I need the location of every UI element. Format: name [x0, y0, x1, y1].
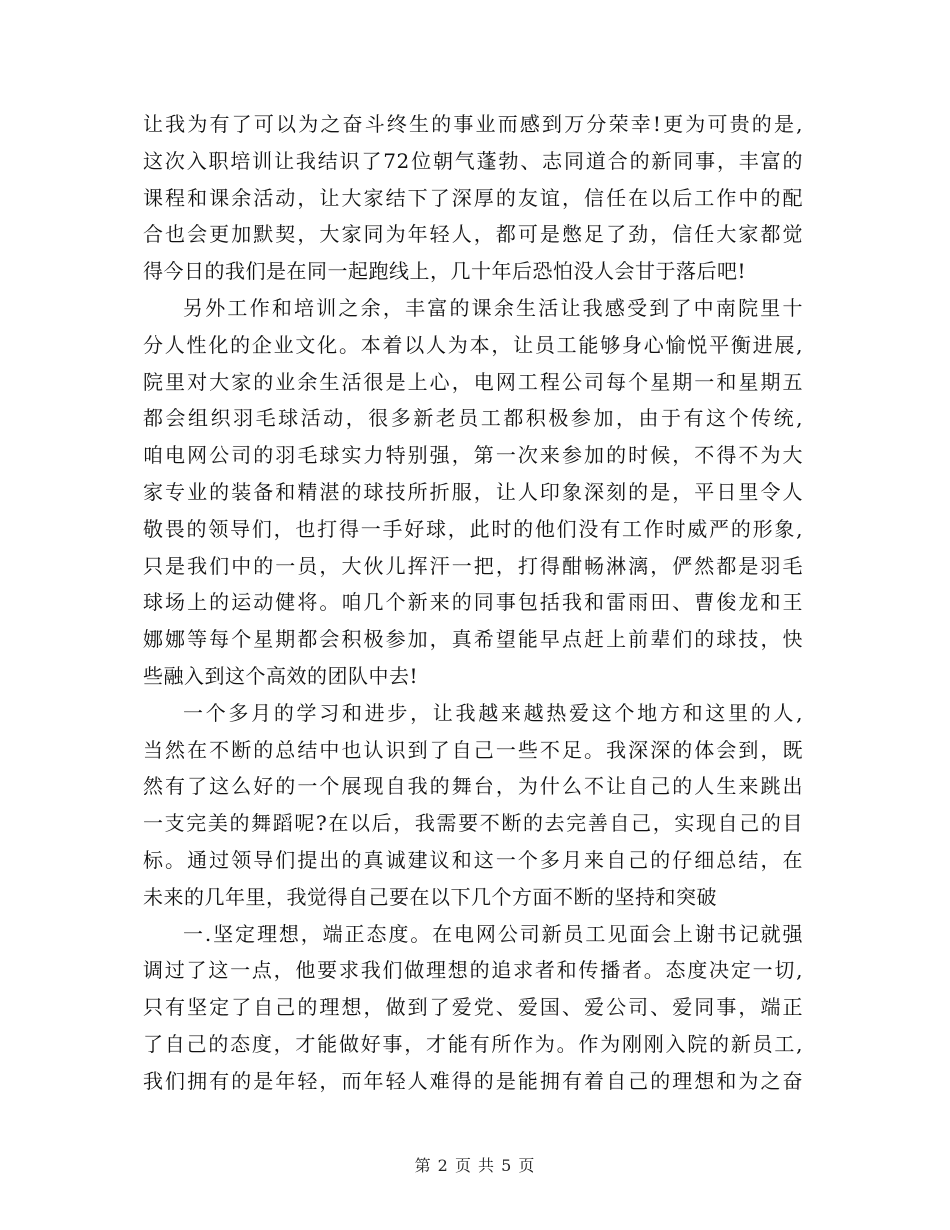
- text-line: 我们拥有的是年轻，而年轻人难得的是能拥有着自己的理想和为之奋: [143, 1068, 803, 1093]
- text-line: 院里对大家的业余生活很是上心，电网工程公司每个星期一和星期五: [143, 369, 803, 394]
- text-line: 咱电网公司的羽毛球实力特别强，第一次来参加的时候，不得不为大: [143, 443, 803, 468]
- text-line: 分人性化的企业文化。本着以人为本，让员工能够身心愉悦平衡进展,: [143, 332, 803, 357]
- text-line: 让我为有了可以为之奋斗终生的事业而感到万分荣幸!更为可贵的是,: [143, 112, 803, 136]
- text-line: 调过了这一点，他要求我们做理想的追求者和传播者。态度决定一切,: [143, 958, 803, 983]
- text-line: 一.坚定理想，端正态度。在电网公司新员工见面会上谢书记就强: [183, 921, 803, 946]
- text-line: 一个多月的学习和进步，让我越来越热爱这个地方和这里的人,: [183, 700, 803, 725]
- text-line: 家专业的装备和精湛的球技所折服，让人印象深刻的是，平日里令人: [143, 479, 803, 504]
- text-line: 然有了这么好的一个展现自我的舞台，为什么不让自己的人生来跳出: [143, 774, 803, 799]
- document-body: [143, 106, 803, 1100]
- text-line: 标。通过领导们提出的真诚建议和这一个多月来自己的仔细总结，在: [143, 847, 803, 872]
- text-line: 敬畏的领导们，也打得一手好球，此时的他们没有工作时威严的形象,: [143, 516, 803, 541]
- text-line: 这次入职培训让我结识了72位朝气蓬勃、志同道合的新同事，丰富的: [143, 148, 803, 173]
- text-line: 只有坚定了自己的理想，做到了爱党、爱国、爱公司、爱同事，端正: [143, 995, 803, 1020]
- text-line: 娜娜等每个星期都会积极参加，真希望能早点赶上前辈们的球技，快: [143, 627, 803, 652]
- text-line: 球场上的运动健将。咱几个新来的同事包括我和雷雨田、曹俊龙和王: [143, 590, 803, 615]
- text-line: 得今日的我们是在同一起跑线上，几十年后恐怕没人会甘于落后吧!: [143, 259, 747, 284]
- text-line: 些融入到这个高效的团队中去!: [143, 663, 419, 688]
- text-line: 合也会更加默契，大家同为年轻人，都可是憋足了劲，信任大家都觉: [143, 222, 803, 247]
- text-line: 未来的几年里，我觉得自己要在以下几个方面不断的坚持和突破: [143, 884, 717, 909]
- page-footer: 第 2 页 共 5 页: [414, 1156, 536, 1175]
- text-line: 只是我们中的一员，大伙儿挥汗一把，打得酣畅淋漓，俨然都是羽毛: [143, 553, 803, 578]
- text-line: 课程和课余活动，让大家结下了深厚的友谊，信任在以后工作中的配: [143, 185, 803, 210]
- text-line: 当然在不断的总结中也认识到了自己一些不足。我深深的体会到，既: [143, 737, 803, 762]
- text-line: 了自己的态度，才能做好事，才能有所作为。作为刚刚入院的新员工,: [143, 1031, 803, 1056]
- text-line: 一支完美的舞蹈呢?在以后，我需要不断的去完善自己，实现自己的目: [143, 811, 803, 836]
- text-line: 都会组织羽毛球活动，很多新老员工都积极参加，由于有这个传统,: [143, 406, 803, 431]
- text-line: 另外工作和培训之余，丰富的课余生活让我感受到了中南院里十: [183, 295, 803, 320]
